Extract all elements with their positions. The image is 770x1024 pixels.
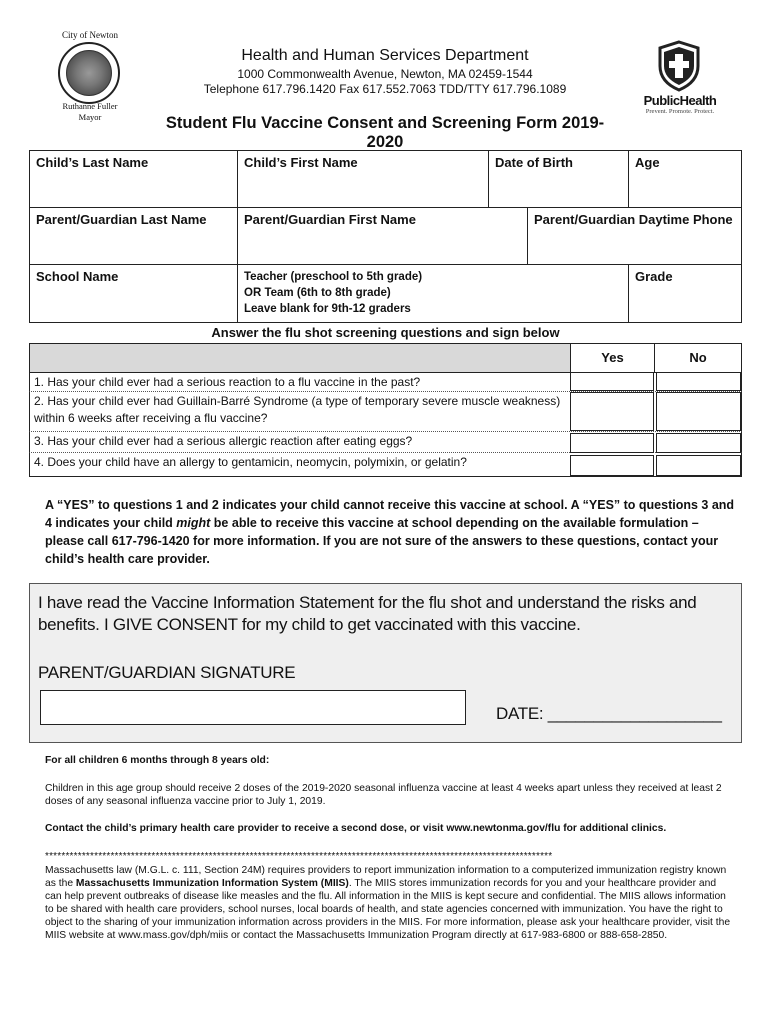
public-health-shield-icon — [656, 40, 702, 92]
question-3-text: 3. Has your child ever had a serious allergic reaction after eating eggs? — [34, 434, 413, 448]
question-3-no-box[interactable] — [656, 433, 741, 453]
consent-statement: I have read the Vaccine Information Statement for the flu shot and understand the risks and benefits. I GIVE CONSENT for my child to get vaccinated with this vaccine. — [38, 593, 697, 634]
parent-phone-field[interactable] — [528, 208, 741, 264]
teacher-field[interactable] — [238, 265, 629, 322]
parent-last-name-label: Parent/Guardian Last Name — [36, 212, 207, 227]
mayor-name: Ruthanne Fuller — [62, 101, 118, 111]
separator-line: **************************************************************************************************************************** — [45, 851, 553, 862]
parent-first-name-label: Parent/Guardian First Name — [244, 212, 416, 227]
department-phone: Telephone 617.796.1420 Fax 617.552.7063 TDD/TTY 617.796.1089 — [203, 82, 567, 96]
teacher-label-line2: OR Team (6th to 8th grade) — [244, 287, 391, 299]
miis-law-text — [45, 864, 735, 942]
school-name-field[interactable] — [30, 265, 238, 322]
department-name: Health and Human Services Department — [241, 47, 529, 64]
age-field[interactable] — [629, 151, 741, 207]
question-1-yes-box[interactable] — [570, 372, 654, 391]
warning-text-part1: A “YES” to questions 1 and 2 indicates your child cannot receive this vaccine at school. A “YES” to questions 3 and 4 indicates your child — [45, 498, 735, 530]
children-heading: For all children 6 months through 8 years old: — [45, 755, 270, 766]
question-2-yes-box[interactable] — [570, 392, 654, 431]
child-last-name-field[interactable] — [30, 151, 238, 207]
yes-column-header: Yes — [570, 344, 654, 372]
teacher-label-line3: Leave blank for 9th-12 graders — [244, 303, 411, 315]
mayor-title: Mayor — [78, 112, 102, 122]
teacher-label-line1: Teacher (preschool to 5th grade) — [244, 271, 423, 283]
warning-emphasis: might — [176, 516, 211, 530]
screening-warning — [45, 496, 735, 568]
question-3-yes-box[interactable] — [570, 433, 654, 453]
screening-instruction: Answer the flu shot screening questions and sign below — [211, 325, 560, 340]
law-text-part1: Massachusetts law (M.G.L. c. 111, Section 24M) requires providers to report immunization information to a computerized immunization registry known as the — [45, 865, 727, 889]
seal-image — [66, 50, 112, 96]
law-text-bold: Massachusetts Immunization Information System (MIIS) — [75, 878, 349, 889]
warning-text-part2: be able to receive this vaccine at school depending on the available formulation – please call 617-796-1420 for more information. If you are not sure of the answers to these questions, contact your child’s health care provider. — [45, 516, 719, 566]
contact-text: Contact the child’s primary health care provider to receive a second dose, or visit www.newtonma.gov/flu for additional clinics. — [45, 823, 667, 834]
child-last-name-label: Child’s Last Name — [36, 155, 149, 170]
date-of-birth-label: Date of Birth — [495, 155, 573, 170]
school-name-label: School Name — [36, 269, 119, 284]
age-label: Age — [635, 155, 660, 170]
question-4-text: 4. Does your child have an allergy to gentamicin, neomycin, polymixin, or gelatin? — [34, 455, 467, 469]
public-health-tagline: Prevent. Promote. Protect. — [645, 108, 715, 115]
question-2-no-box[interactable] — [656, 392, 741, 431]
child-first-name-field[interactable] — [238, 151, 489, 207]
department-address: 1000 Commonwealth Avenue, Newton, MA 02459-1544 — [237, 67, 533, 81]
form-title: Student Flu Vaccine Consent and Screening Form 2019-2020 — [165, 114, 605, 151]
question-4-yes-box[interactable] — [570, 455, 654, 476]
no-column-header: No — [654, 344, 741, 372]
signature-field[interactable] — [40, 690, 466, 725]
question-1-no-box[interactable] — [656, 372, 741, 391]
student-info-table — [29, 150, 742, 323]
grade-label: Grade — [635, 269, 673, 284]
question-1-text: 1. Has your child ever had a serious reaction to a flu vaccine in the past? — [34, 375, 421, 389]
children-text: Children in this age group should receive 2 doses of the 2019-2020 seasonal influenza vaccine at least 4 weeks apart unless they received at least 2 doses of any seasonal influenza vaccine prior to July 1, 2019. — [45, 783, 722, 807]
city-seal — [58, 42, 120, 104]
child-first-name-label: Child’s First Name — [244, 155, 358, 170]
public-health-logo-text: PublicHealth — [643, 93, 717, 108]
date-of-birth-field[interactable] — [489, 151, 629, 207]
city-name: City of Newton — [62, 30, 118, 40]
parent-first-name-field[interactable] — [238, 208, 528, 264]
parent-last-name-field[interactable] — [30, 208, 238, 264]
date-field[interactable]: DATE: ___________________ — [496, 704, 722, 723]
mayor-block — [40, 101, 140, 123]
law-text-part2: . The MIIS stores immunization records for you and your healthcare provider and can help prevent outbreaks of disease like measles and the flu. All information in the MIIS is kept secure and confidential. The MIIS allows information to be shared with health care providers, school nurses, local boards of health, and state agencies concerned with immunization. You have the right to object to the sharing of your immunization information across providers in the MIIS. For more information, please ask your healthcare provider, visit the MIIS website at www.mass.gov/dph/miis or contact the Massachusetts Immunization Program directly at 617-983-6800 or 888-658-2850. — [45, 878, 731, 941]
question-2-text: 2. Has your child ever had Guillain-Barré Syndrome (a type of temporary severe muscle weakness) within 6 weeks after receiving a flu vaccine? — [34, 394, 561, 425]
signature-label: PARENT/GUARDIAN SIGNATURE — [38, 663, 296, 682]
parent-phone-label: Parent/Guardian Daytime Phone — [534, 212, 733, 227]
grade-field[interactable] — [629, 265, 741, 322]
question-4-no-box[interactable] — [656, 455, 741, 476]
screening-header — [29, 343, 742, 373]
